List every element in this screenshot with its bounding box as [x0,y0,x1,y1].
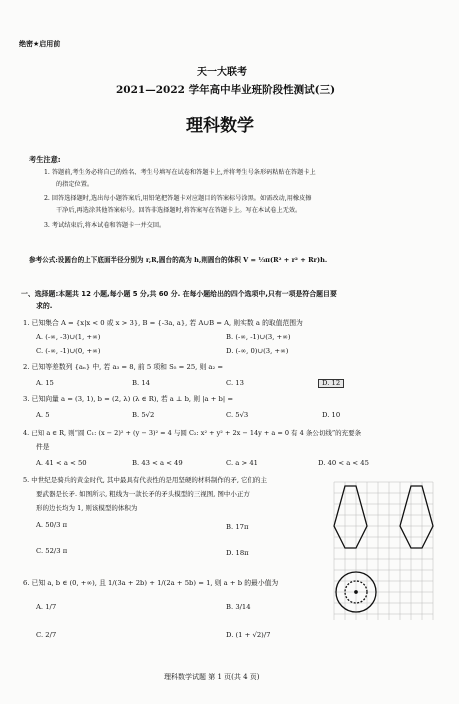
q1-option-b: B. (-∞, -1)∪(3, +∞) [226,333,291,341]
q5-option-c: C. 52/3 π [36,547,68,555]
org-name: 天一大联考 [197,67,247,78]
q4-stem-cont: 件是 [36,443,50,451]
notice-line-3: 2. 回答选择题时,选出每小题答案后,用铅笔把答题卡对应题目的答案标号涂黑。如需改动,用橡皮擦 [44,195,312,202]
q6-option-a: A. 1/7 [36,603,57,611]
q5-stem-cont: 要武器是长矛. 如图所示, 粗线为一款长矛的矛头模型的三视图, 图中小正方 [36,490,250,498]
side-view [400,486,433,548]
exam-subtitle: 2021—2022 学年高中毕业班阶段性测试(三) [116,84,336,96]
notice-line-4: 干净后,再选涂其他答案标号。回答非选择题时,将答案写在答题卡上。写在本试卷上无效。 [56,207,302,214]
top-view-center [355,591,357,593]
q1-stem: 1. 已知集合 A = {x|x < 0 或 x > 3}, B = {-3a, a}, 若 A∪B = A, 则实数 a 的取值范围为 [23,319,303,327]
q2-option-c: C. 13 [226,379,244,387]
q5-stem-cont2: 形的边长均为 1, 则该模型的体积为 [36,504,138,512]
secret-label: 绝密★启用前 [19,40,61,48]
q6-stem: 6. 已知 a, b ∈ (0, +∞), 且 1/(3a + 2b) + 1/(2a + 5b) = 1, 则 a + b 的最小值为 [23,579,279,587]
notice-line-5: 3. 考试结束后,将本试卷和答题卡一并交回。 [44,222,166,229]
q3-option-d: D. 10 [322,411,341,419]
q6-option-b: B. 3/14 [226,603,251,611]
q6-option-d: D. (1 + √2)/7 [226,631,271,639]
q3-option-a: A. 5 [36,411,50,419]
q1-option-a: A. (-∞, -3)∪(1, +∞) [36,333,101,341]
section-heading: 一、选择题:本题共 12 小题,每小题 5 分,共 60 分. 在每小题给出的四个选项中,只有一项是符合题目要 [21,290,337,298]
exam-title: 理科数学 [186,116,254,136]
q2-option-b: B. 14 [132,379,150,387]
q3-option-c: C. 5√3 [226,411,249,419]
notice-line-1: 1. 答题前,考生务必将自己的姓名、考生号填写在试卷和答题卡上,并将考生号条形码粘贴在答题卡上 [44,169,316,176]
figure-grid [334,482,433,620]
q4-stem: 4. 已知 a ∈ R, 则“圆 C₁: (x − 2)² + (y − 3)² = 4 与圆 C₂: x² + y² + 2x − 14y + a = 0 有 4 条公切线”的充要条 [23,429,362,437]
notice-heading: 考生注意: [29,155,61,164]
notice-line-2: 的指定位置。 [56,181,94,188]
q1-option-d: D. (-∞, 0)∪(3, +∞) [226,347,289,355]
q2-option-d: D. 12 [318,379,344,388]
q4-option-b: B. 43 < a < 49 [132,459,183,467]
q5-option-a: A. 50/3 π [36,521,68,529]
reference-formula: 参考公式:设圆台的上下底面半径分别为 r,R,圆台的高为 h,则圆台的体积 V = ⅓π(R² + r² + Rr)h. [29,256,328,264]
q3-option-b: B. 5√2 [132,411,155,419]
page-footer: 理科数学试题 第 1 页(共 4 页) [164,673,260,681]
q6-option-c: C. 2/7 [36,631,57,639]
q4-option-d: D. 40 < a < 45 [318,459,369,467]
q4-option-c: C. a > 41 [226,459,258,467]
q2-option-a: A. 15 [36,379,54,387]
q1-option-c: C. (-∞, -1)∪(0, +∞) [36,347,101,355]
section-heading-cont: 求的. [36,302,53,310]
q4-option-a: A. 41 < a < 50 [36,459,87,467]
q2-stem: 2. 已知等差数列 {aₙ} 中, 若 a₃ = 8, 前 5 项和 S₅ = 25, 则 a₂ = [23,363,224,371]
q3-stem: 3. 已知向量 a = (3, 1), b = (2, λ) (λ ∈ R), 若 a ⊥ b, 则 |a + b| = [23,395,234,403]
q5-option-d: D. 18π [226,549,249,557]
three-view-figure [330,476,442,626]
front-view [334,486,367,548]
q5-stem: 5. 中世纪是骑兵的黄金时代, 其中最具有代表性的是用坚硬的材料制作的矛, 它们的主 [23,476,268,484]
q5-option-b: B. 17π [226,523,249,531]
